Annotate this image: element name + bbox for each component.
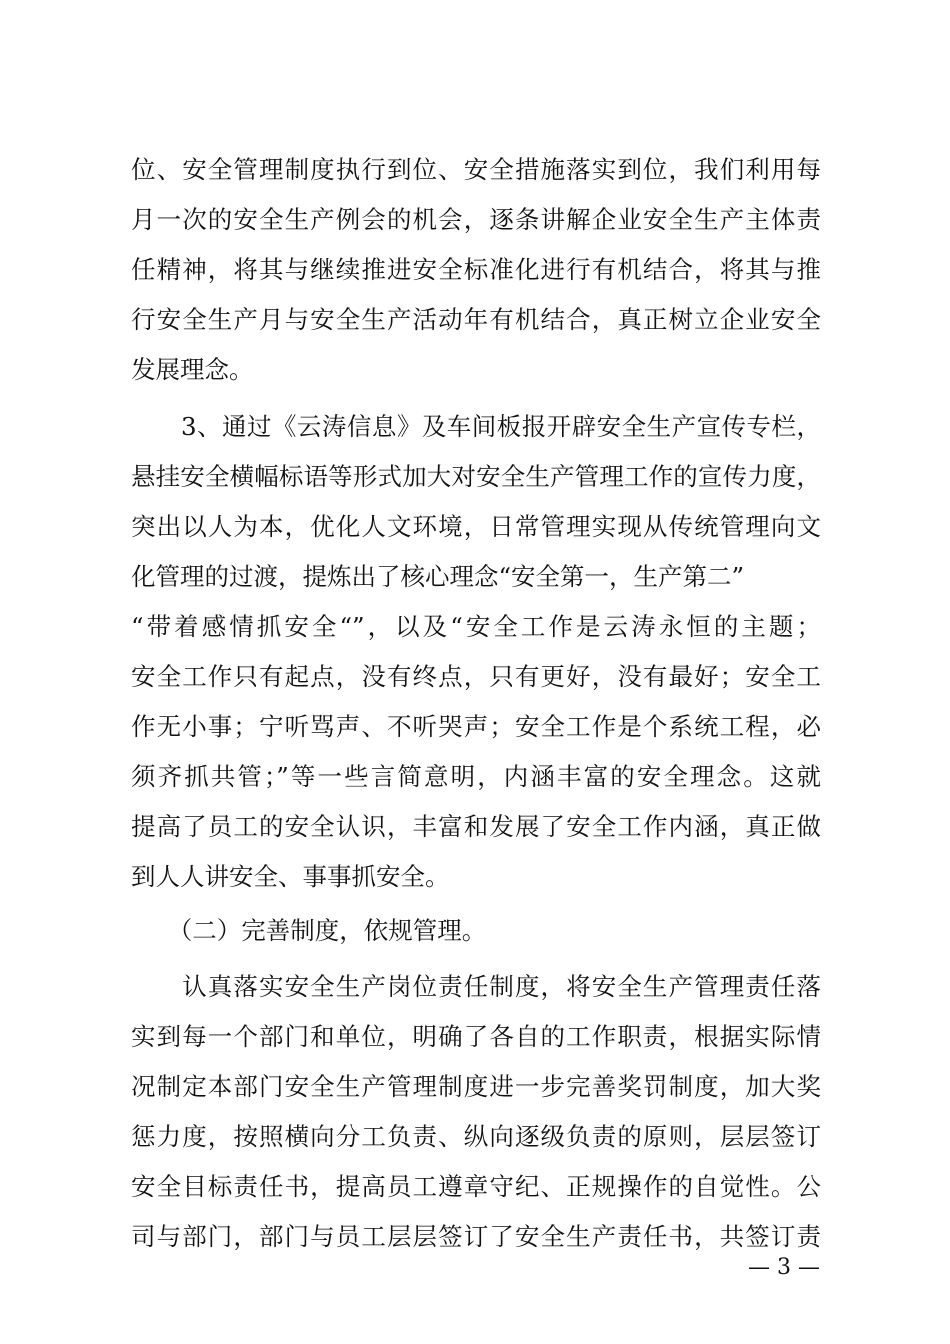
text-line: 悬挂安全横幅标语等形式加大对安全生产管理工作的宣传力度，: [131, 462, 821, 491]
text-line: 发展理念。: [131, 355, 254, 384]
page-number: — 3 —: [748, 1255, 820, 1280]
text-line: 行安全生产月与安全生产活动年有机结合，真正树立企业安全: [131, 305, 821, 334]
text-line: 提高了员工的安全认识，丰富和发展了安全工作内涵，真正做: [131, 812, 821, 841]
text-line: 位、安全管理制度执行到位、安全措施落实到位，我们利用每: [131, 155, 821, 184]
text-line: “带着感情抓安全“”，以及“安全工作是云涛永恒的主题；: [131, 612, 821, 641]
text-line: 到人人讲安全、事事抓安全。: [131, 862, 450, 891]
text-line: 实到每一个部门和单位，明确了各自的工作职责，根据实际情: [131, 1022, 821, 1051]
text-line: 任精神，将其与继续推进安全标准化进行有机结合，将其与推: [131, 255, 821, 284]
text-line: 月一次的安全生产例会的机会，逐条讲解企业安全生产主体责: [131, 205, 821, 234]
text-line: 作无小事；宁听骂声、不听哭声；安全工作是个系统工程，必: [131, 712, 821, 741]
text-line: 安全工作只有起点，没有终点，只有更好，没有最好；安全工: [131, 662, 821, 691]
text-line: 司与部门，部门与员工层层签订了安全生产责任书，共签订责: [131, 1222, 821, 1251]
text-line: 认真落实安全生产岗位责任制度，将安全生产管理责任落: [131, 972, 821, 1001]
text-line: 惩力度，按照横向分工负责、纵向逐级负责的原则，层层签订: [131, 1122, 821, 1151]
text-line: 况制定本部门安全生产管理制度进一步完善奖罚制度，加大奖: [131, 1072, 821, 1101]
text-line: 化管理的过渡，提炼出了核心理念“安全第一，生产第二”: [131, 562, 745, 591]
text-line: 突出以人为本，优化人文环境，日常管理实现从传统管理向文: [131, 512, 821, 541]
text-line: 安全目标责任书，提高员工遵章守纪、正规操作的自觉性。公: [131, 1172, 821, 1201]
section-heading: （二）完善制度，依规管理。: [131, 916, 487, 945]
text-line: 须齐抓共管；”等一些言简意明，内涵丰富的安全理念。这就: [131, 762, 821, 791]
text-line: 3、通过《云涛信息》及车间板报开辟安全生产宣传专栏，: [131, 412, 821, 441]
